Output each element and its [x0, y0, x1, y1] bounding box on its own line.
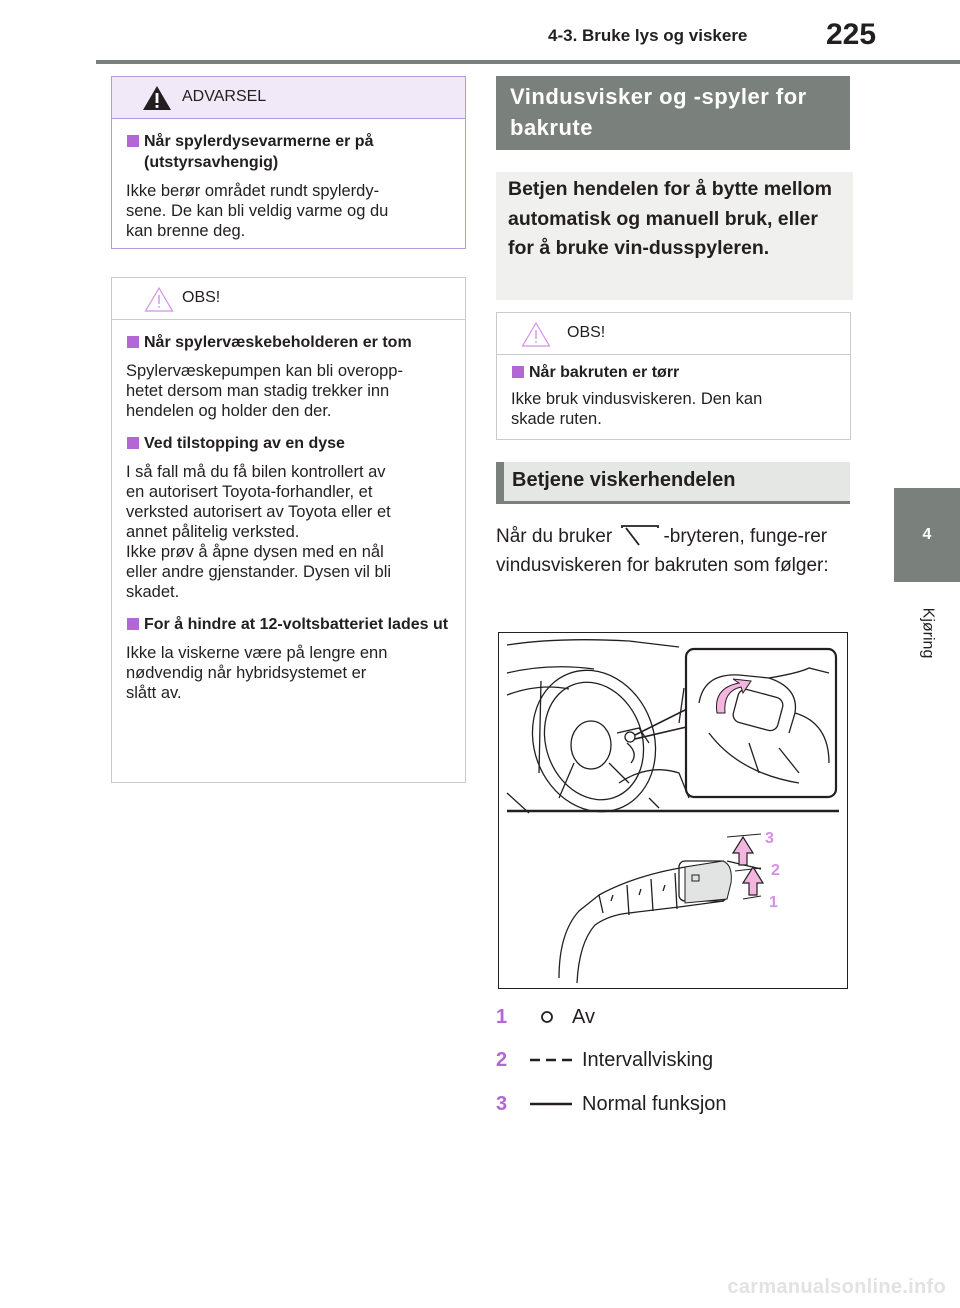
figure-label-1: 1: [769, 894, 778, 911]
notice-label: OBS!: [182, 289, 221, 306]
notice-item-text: Ikke bruk vindusviskeren. Den kan skade ruten.: [511, 390, 763, 428]
wiper-illustration: [499, 633, 849, 990]
notice-item-heading: Når spylervæskebeholderen er tom: [126, 332, 451, 353]
warning-label: ADVARSEL: [182, 88, 267, 105]
caution-outline-icon: [144, 286, 174, 312]
wiper-lever-figure: [498, 632, 848, 989]
chapter-label: Kjøring: [919, 607, 936, 659]
notice-box-header: [497, 313, 850, 355]
off-circle-icon: [530, 1005, 578, 1029]
rear-wiper-switch-icon: [619, 525, 661, 547]
chapter-tab: [894, 488, 960, 582]
warning-item-heading: Når spylerdysevarmerne er på (utstyrsavhengig): [126, 131, 451, 173]
page-number: 225: [826, 18, 877, 51]
notice-box-right: [496, 312, 851, 440]
bullet-square-icon: [127, 135, 139, 147]
legend-item-normal: [496, 1090, 727, 1118]
bullet-square-icon: [127, 336, 139, 348]
figure-label-2: 2: [771, 862, 780, 879]
warning-item-text: Ikke berør området rundt spylerdy- sene. De kan bli veldig varme og du kan brenne deg.: [126, 182, 389, 240]
subsection-title: Betjene viskerhendelen: [496, 462, 850, 504]
notice-item-heading: Ved tilstopping av en dyse: [126, 433, 451, 454]
notice-item-text: Spylervæskepumpen kan bli overopp- hetet dersom man stadig trekker inn hendelen og holder den der.: [126, 362, 403, 420]
legend-number: 2: [496, 1048, 508, 1071]
caution-outline-icon: [521, 321, 551, 347]
summary-text: Betjen hendelen for å bytte mellom automatisk og manuell bruk, eller for å bruke vin-dusspyleren.: [496, 172, 853, 300]
chapter-number: 4: [922, 526, 932, 543]
legend-number: 1: [496, 1005, 508, 1028]
watermark: carmanualsonline.info: [727, 1276, 946, 1298]
notice-label: OBS!: [567, 324, 606, 341]
notice-item-heading: For å hindre at 12-voltsbatteriet lades ut: [126, 614, 451, 635]
legend-item-off: [496, 1003, 595, 1031]
legend-item-interval: [496, 1046, 713, 1074]
bullet-square-icon: [127, 618, 139, 630]
notice-box-left: [111, 277, 466, 783]
dashed-line-icon: [530, 1048, 578, 1072]
notice-item-text: I så fall må du få bilen kontrollert av en autorisert Toyota-forhandler, et verksted autorisert av Toyota eller et annet pålitelig verksted. Ikke prøv å åpne dysen med en nål eller andre gjenstander. Dysen vil bli skadet.: [126, 463, 392, 601]
notice-item-heading: Når bakruten er tørr: [511, 362, 836, 383]
header-rule: [96, 60, 960, 64]
notice-item-text: Ikke la viskerne være på lengre enn nødvendig når hybridsystemet er slått av.: [126, 644, 388, 702]
figure-label-3: 3: [765, 830, 774, 847]
notice-box-header: [112, 278, 465, 320]
section-title: Vindusvisker og -spyler for bakrute: [496, 76, 850, 150]
legend-label: Av: [572, 1005, 595, 1028]
bullet-square-icon: [127, 437, 139, 449]
section-header: 4-3. Bruke lys og viskere: [548, 26, 748, 45]
solid-line-icon: [530, 1092, 578, 1116]
legend-label: Normal funksjon: [582, 1092, 727, 1115]
warning-filled-icon: [142, 85, 172, 111]
bullet-square-icon: [512, 366, 524, 378]
body-paragraph: Når du bruker -bryteren, funge-rer vindusviskeren for bakruten som følger:: [496, 526, 829, 576]
legend-number: 3: [496, 1092, 508, 1115]
warning-box: [111, 76, 466, 249]
legend-label: Intervallvisking: [582, 1048, 714, 1071]
warning-box-header: [112, 77, 465, 119]
